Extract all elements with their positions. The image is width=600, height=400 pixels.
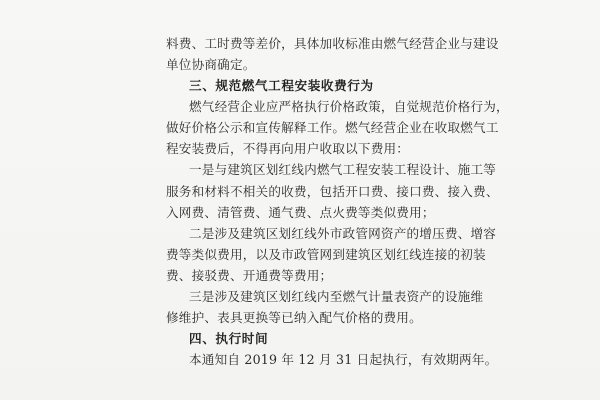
item-1-line: 入网费、清管费、通气费、点火费等类似费用；	[166, 204, 435, 220]
section-4-text: 本通知自 2019 年 12 月 31 日起执行，有效期两年。	[189, 352, 498, 367]
item-1-line: 一是与建筑区划红线内燃气工程安装工程设计、施工等	[189, 162, 497, 178]
paragraph-continuation-line: 料费、工时费等差价，具体加收标准由燃气经营企业与建设	[166, 36, 499, 51]
item-2-line: 二是涉及建筑区划红线外市政管网资产的增压费、增容	[189, 225, 497, 241]
item-3-line: 三是涉及建筑区划红线内至燃气计量表资产的设施维	[189, 288, 484, 304]
paragraph-continuation-line: 单位协商确定。	[166, 57, 256, 73]
section-3-intro-line: 做好价格公示和宣传解释工作。燃气经营企业在收取燃气工	[166, 120, 499, 136]
item-3-line: 修维护、表具更换等已纳入配气价格的费用。	[166, 309, 422, 325]
section-3-heading: 三、规范燃气工程安装收费行为	[189, 78, 374, 94]
section-3-intro-line: 程安装费后，不得再向用户收取以下费用：	[166, 141, 410, 157]
item-2-line: 费等类似费用，以及市政管网到建筑区划红线连接的初装	[166, 246, 486, 262]
item-2-line: 费、接驳费、开通费等费用；	[166, 267, 333, 283]
section-3-intro-line: 燃气经营企业应严格执行价格政策，自觉规范价格行为，	[189, 99, 509, 115]
item-1-line: 服务和材料不相关的收费，包括开口费、接口费、接入费、	[166, 183, 499, 199]
section-4-heading: 四、执行时间	[189, 330, 269, 346]
